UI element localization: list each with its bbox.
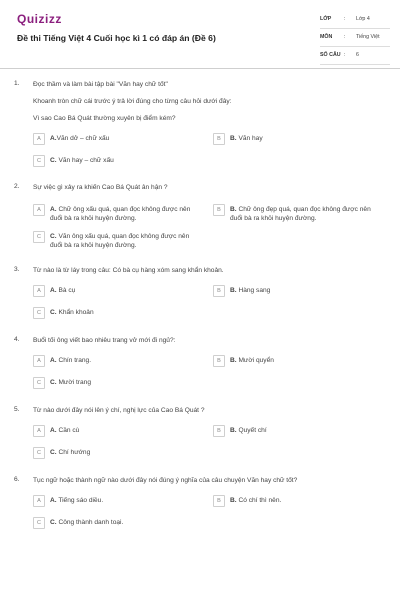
question-number: 5. (14, 406, 20, 413)
option-letter: C. (50, 519, 57, 526)
question-text: Đọc thầm và làm bài tập bài "Văn hay chữ tốt" (33, 81, 168, 88)
meta-colon: : (344, 34, 346, 40)
option-label: Mười trang (58, 379, 91, 386)
option-box[interactable]: A (33, 355, 45, 367)
question-number: 4. (14, 336, 20, 343)
option-letter: C. (50, 309, 57, 316)
meta-value: Tiếng Việt (356, 34, 380, 40)
meta-panel (320, 13, 390, 67)
option-label: Khẩn khoản (58, 309, 94, 316)
meta-value: Lớp 4 (356, 16, 370, 22)
option-box[interactable]: B (213, 204, 225, 216)
option-label: Văn hay (238, 135, 263, 142)
option-box[interactable]: B (213, 285, 225, 297)
option-text (230, 135, 380, 144)
option-label: Văn dở – chữ xấu (56, 135, 110, 142)
option-box[interactable]: C (33, 155, 45, 167)
option-letter: C. (50, 379, 57, 386)
option-box[interactable]: B (213, 355, 225, 367)
question-sub: Vì sao Cao Bá Quát thường xuyên bị điểm kém? (33, 115, 176, 122)
option-letter: A. (50, 135, 57, 142)
option-box[interactable]: C (33, 447, 45, 459)
question-instruction: Khoanh tròn chữ cái trước ý trả lời đúng cho từng câu hỏi dưới đây: (33, 98, 232, 105)
header (0, 0, 400, 69)
option-text (230, 427, 380, 436)
option-label: Cần cù (58, 427, 80, 434)
option-letter: B. (230, 427, 237, 434)
option-letter: B. (230, 135, 237, 142)
option-text (50, 427, 200, 436)
option-box[interactable]: A (33, 495, 45, 507)
option-letter: A. (50, 287, 57, 294)
option-box[interactable]: A (33, 204, 45, 216)
option-text (50, 233, 200, 250)
option-letter: B. (230, 497, 237, 504)
option-box[interactable]: B (213, 495, 225, 507)
meta-row-subject (320, 31, 390, 47)
option-text (50, 206, 200, 223)
meta-colon: : (344, 16, 346, 22)
question-number: 1. (14, 80, 20, 87)
meta-row-count (320, 49, 390, 65)
meta-label: LỚP (320, 16, 332, 22)
option-text (50, 157, 200, 166)
option-letter: A. (50, 357, 57, 364)
option-text (230, 357, 380, 366)
option-text (50, 379, 200, 388)
option-label: Bà cụ (58, 287, 76, 294)
option-letter: B. (230, 206, 237, 213)
meta-value: 6 (356, 52, 359, 58)
meta-colon: : (344, 52, 346, 58)
page-title: Đề thi Tiếng Việt 4 Cuối học kì 1 có đáp án (Đề 6) (17, 33, 216, 43)
question-text: Tục ngữ hoặc thành ngữ nào dưới đây nói đúng ý nghĩa của câu chuyện Văn hay chữ tốt? (33, 477, 298, 484)
option-letter: B. (230, 357, 237, 364)
question-number: 3. (14, 266, 20, 273)
option-letter: B. (230, 287, 237, 294)
option-text (230, 206, 380, 223)
option-box[interactable]: C (33, 231, 45, 243)
option-label: Hàng sang (238, 287, 271, 294)
option-box[interactable]: B (213, 133, 225, 145)
option-box[interactable]: C (33, 517, 45, 529)
question-text: Buổi tối ông viết bao nhiêu trang vở mới đi ngủ?: (33, 337, 176, 344)
option-label: Tiếng sáo diều. (58, 497, 104, 504)
option-text (50, 519, 200, 528)
option-label: Văn hay – chữ xấu (58, 157, 114, 164)
option-text (50, 309, 200, 318)
option-label: Công thành danh toại. (58, 519, 124, 526)
option-label: Chữ ông đẹp quá, quan đọc không được nên đuổi bà ra khỏi huyện đường. (230, 206, 371, 222)
option-box[interactable]: C (33, 377, 45, 389)
meta-row-grade (320, 13, 390, 29)
option-box[interactable]: C (33, 307, 45, 319)
option-label: Quyết chí (238, 427, 267, 434)
option-label: Có chí thì nên. (238, 497, 282, 504)
option-box[interactable]: A (33, 133, 45, 145)
option-letter: A. (50, 206, 57, 213)
meta-label: SỐ CÂU (320, 52, 341, 58)
option-label: Văn ông xấu quá, quan đọc không được nên đuổi bà ra khỏi huyện đường. (50, 233, 190, 249)
option-label: Chín trang. (58, 357, 92, 364)
option-letter: C. (50, 449, 57, 456)
option-text (230, 287, 380, 296)
option-label: Mười quyển (238, 357, 274, 364)
question-text: Từ nào là từ láy trong câu: Có bà cụ hàng xóm sang khẩn khoản. (33, 267, 224, 274)
option-box[interactable]: A (33, 285, 45, 297)
option-letter: C. (50, 233, 57, 240)
question-text: Sự việc gì xảy ra khiến Cao Bá Quát ân hận ? (33, 184, 168, 191)
option-label: Chí hướng (58, 449, 91, 456)
option-letter: A. (50, 497, 57, 504)
question-text: Từ nào dưới đây nói lên ý chí, nghị lực của Cao Bá Quát ? (33, 407, 205, 414)
option-text (50, 287, 200, 296)
question-number: 2. (14, 183, 20, 190)
option-letter: C. (50, 157, 57, 164)
question-number: 6. (14, 476, 20, 483)
option-box[interactable]: B (213, 425, 225, 437)
option-box[interactable]: A (33, 425, 45, 437)
quizizz-logo: Quizizz (17, 12, 62, 26)
option-text (50, 497, 200, 506)
option-label: Chữ ông xấu quá, quan đọc không được nên đuổi bà ra khỏi huyện đường. (50, 206, 191, 222)
option-text (50, 135, 200, 144)
option-text (230, 497, 380, 506)
option-text (50, 357, 200, 366)
option-text (50, 449, 200, 458)
option-letter: A. (50, 427, 57, 434)
meta-label: MÔN (320, 34, 333, 40)
